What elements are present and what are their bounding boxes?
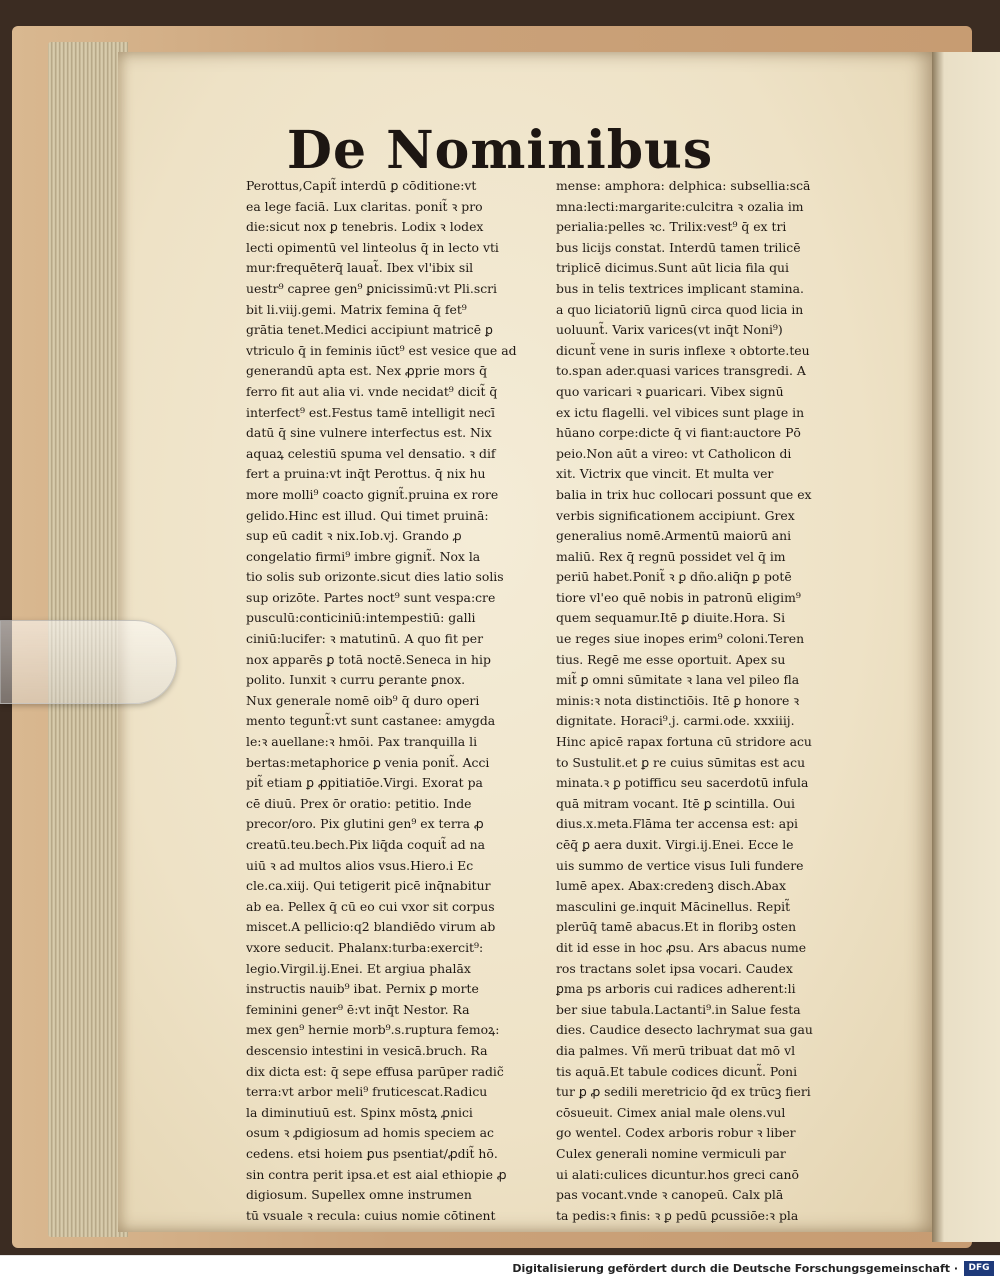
text-line: aquaꝝ celestiū spuma vel densatio. ꝛ dif: [246, 445, 496, 461]
text-line: cedens. etsi hoiem ꝑus psentiat/ꝓdit̃ hō.: [246, 1145, 498, 1161]
text-line: uiū ꝛ ad multos alios vsus.Hiero.i Ec: [246, 857, 474, 873]
text-line: cōsueuit. Cimex anial male olens.vul: [556, 1104, 786, 1120]
text-line: tius. Regē me esse oportuit. Apex su: [556, 651, 786, 667]
text-line: ferro fit aut alia vi. vnde necidat⁹ dicit̃ q̄: [246, 383, 498, 399]
text-line: lecti opimentū vel linteolus q̄ in lecto vti: [246, 239, 499, 255]
text-line: Hinc apicē rapax fortuna cū stridore acu: [556, 734, 812, 750]
text-line: terra:vt arbor meli⁹ fruticescat.Radicu: [246, 1084, 488, 1100]
text-line: pas vocant.vnde ꝛ canopeū. Calx plā: [556, 1187, 784, 1203]
text-line: more molli⁹ coacto gignit̃.pruina ex rore: [246, 486, 499, 502]
text-line: mento tegunt̃:vt sunt castanee: amygda: [246, 713, 496, 729]
text-line: Perottus,Capit̃ interdū ꝑ cōditione:vt: [246, 178, 477, 193]
right-text-column: [556, 176, 864, 1226]
text-line: osum ꝛ ꝓdigiosum ad homis speciem ac: [246, 1125, 495, 1141]
text-line: mit̃ ꝑ omni sūmitate ꝛ lana vel pileo fla: [556, 672, 800, 688]
text-line: dies. Caudice desecto lachrymat sua gau: [556, 1022, 813, 1038]
text-line: grātia tenet.Medici accipiunt matricē ꝑ: [246, 322, 493, 338]
text-line: dix dicta est: q̄ sepe effusa parūper radic̃: [246, 1063, 504, 1079]
text-line: maliū. Rex q̄ regnū possidet vel q̄ im: [556, 548, 786, 564]
text-line: sin contra perit ipsa.et est aial ethiopie ꝓ: [246, 1166, 507, 1182]
text-line: plerūq̄ tamē abacus.Et in floribꝫ osten: [556, 919, 797, 935]
text-line: verbis significationem accipiunt. Grex: [556, 507, 795, 523]
text-line: ta pedis:ꝛ finis: ꝛ ꝑ pedū ꝑcussiōe:ꝛ pla: [556, 1207, 799, 1223]
text-line: xit. Victrix que vincit. Et multa ver: [556, 466, 774, 482]
text-line: periū habet.Ponit̃ ꝛ ꝑ dño.aliq̄n ꝑ potē: [556, 569, 792, 585]
text-line: precor/oro. Pix glutini gen⁹ ex terra ꝓ: [246, 816, 484, 832]
text-line: descensio intestini in vesicā.bruch. Ra: [246, 1042, 488, 1058]
text-line: creatū.teu.bech.Pix liq̄da coquit̃ ad na: [246, 837, 485, 852]
text-line: mense: amphora: delphica: subsellia:scā: [556, 178, 811, 193]
page-holder-clip: [0, 620, 177, 704]
text-line: mex gen⁹ hernie morb⁹.s.ruptura femoꝝ:: [246, 1022, 500, 1038]
text-line: legio.Virgil.ij.Enei. Et argiua phalāx: [246, 960, 471, 976]
dfg-logo-icon: DFG: [964, 1261, 994, 1276]
text-line: sup eū cadit ꝛ nix.Iob.vj. Grando ꝓ: [246, 528, 462, 544]
text-line: mna:lecti:margarite:culcitra ꝛ ozalia im: [556, 198, 804, 214]
text-line: ui alati:culices dicuntur.hos greci canō: [556, 1166, 799, 1182]
text-line: tiore vl'eo quē nobis in patronū eligim⁹: [556, 589, 801, 605]
text-line: ciniū:lucifer: ꝛ matutinū. A quo fit per: [246, 631, 484, 647]
text-line: bertas:metaphorice ꝑ venia ponit̃. Acci: [246, 754, 490, 770]
text-line: interfect⁹ est.Festus tamē intelligit necī: [246, 404, 495, 420]
text-line: Nux generale nomē oib⁹ q̄ duro operi: [246, 692, 480, 708]
text-line: la diminutiuū est. Spinx mōstꝝ ꝓnici: [246, 1104, 473, 1120]
text-line: mur:frequēterq̄ lauat̃. Ibex vl'ibix sil: [246, 260, 474, 276]
text-line: pit̃ etiam ꝑ ꝓpitiatiōe.Virgi. Exorat pa: [246, 775, 483, 791]
text-line: fert a pruina:vt inq̄t Perottus. q̄ nix hu: [246, 466, 486, 482]
text-line: dia palmes. Vñ merū tribuat dat mō vl: [556, 1042, 796, 1058]
text-line: hūano corpe:dicte q̄ vi fiant:auctore Pō: [556, 425, 801, 441]
text-line: uis summo de vertice visus Iuli fundere: [556, 857, 804, 873]
text-line: perialia:pelles ꝛc. Trilix:vest⁹ q̄ ex tri: [556, 219, 787, 235]
text-line: gelido.Hinc est illud. Qui timet pruinā:: [246, 507, 489, 523]
text-line: ber siue tabula.Lactanti⁹.in Salue festa: [556, 1001, 801, 1017]
text-line: congelatio firmi⁹ imbre gignit̃. Nox la: [246, 548, 481, 564]
text-line: le:ꝛ auellane:ꝛ hmōi. Pax tranquilla li: [246, 734, 478, 750]
text-line: uestr⁹ capree gen⁹ ꝑnicissimū:vt Pli.scri: [246, 280, 498, 296]
text-line: sup orizōte. Partes noct⁹ sunt vespa:cre: [246, 589, 496, 605]
text-line: instructis nauib⁹ ibat. Pernix ꝑ morte: [246, 981, 479, 997]
text-line: cē diuū. Prex ōr oratio: petitio. Inde: [246, 795, 472, 811]
text-line: digiosum. Supellex omne instrumen: [246, 1187, 472, 1203]
text-line: cēq̄ ꝑ aera duxit. Virgi.ij.Enei. Ecce le: [556, 837, 794, 852]
text-line: generandū apta est. Nex ꝓprie mors q̄: [246, 363, 488, 379]
text-line: tis aquā.Et tabule codices dicunt̃. Poni: [556, 1063, 798, 1079]
text-line: go wentel. Codex arboris robur ꝛ liber: [556, 1125, 796, 1141]
text-line: miscet.A pellicio:q2 blandiēdo virum ab: [246, 919, 496, 935]
text-line: quā mitram vocant. Itē ꝑ scintilla. Oui: [556, 795, 795, 811]
footer-credit: Digitalisierung gefördert durch die Deutsche Forschungsgemeinschaft ·: [512, 1262, 958, 1275]
left-text-column: [246, 176, 554, 1226]
text-line: ea lege faciā. Lux claritas. ponit̃ ꝛ pro: [246, 198, 483, 214]
text-line: dicunt̃ vene in suris inflexe ꝛ obtorte.teu: [556, 342, 810, 358]
facing-page-edge: [932, 52, 1000, 1242]
text-line: minata.ꝛ ꝑ potifficu seu sacerdotū infula: [556, 775, 809, 791]
text-line: peio.Non aūt a vireo: vt Catholicon di: [556, 445, 792, 461]
text-line: datū q̄ sine vulnere interfectus est. Nix: [246, 425, 492, 441]
text-line: quem sequamur.Itē ꝑ diuite.Hora. Si: [556, 610, 786, 626]
text-line: ab ea. Pellex q̄ cū eo cui vxor sit corpus: [246, 898, 495, 914]
text-line: ros tractans solet ipsa vocari. Caudex: [556, 960, 793, 976]
text-line: tū vsuale ꝛ recula: cuius nomie cōtinent: [246, 1207, 496, 1223]
text-line: feminini gener⁹ ē:vt inq̄t Nestor. Ra: [246, 1001, 470, 1017]
text-line: dius.x.meta.Flāma ter accensa est: api: [556, 816, 799, 832]
page-heading: De Nominibus: [286, 120, 714, 181]
text-line: dit id esse in hoc ꝓsu. Ars abacus nume: [556, 939, 807, 955]
footer-bar: [0, 1255, 1000, 1282]
text-line: vtriculo q̄ in feminis iūct⁹ est vesice que ad: [246, 342, 517, 358]
text-line: ue reges siue inopes erim⁹ coloni.Teren: [556, 631, 805, 647]
text-line: nox apparēs ꝑ totā noctē.Seneca in hip: [246, 651, 491, 667]
text-line: ex ictu flagelli. vel vibices sunt plage in: [556, 404, 805, 420]
text-line: lumē apex. Abax:credenꝫ disch.Abax: [556, 878, 786, 894]
text-line: dignitate. Horaci⁹.j. carmi.ode. xxxiiij.: [556, 713, 795, 729]
text-line: polito. Iunxit ꝛ curru ꝑerante ꝑnox.: [246, 672, 466, 688]
text-line: generalius nomē.Armentū maiorū ani: [556, 528, 792, 544]
text-line: tio solis sub orizonte.sicut dies latio solis: [246, 569, 504, 585]
text-line: a quo liciatoriū lignū circa quod licia in: [556, 301, 804, 317]
text-line: pusculū:conticiniū:intempestiū: galli: [246, 610, 476, 626]
text-line: Culex generali nomine vermiculi par: [556, 1145, 786, 1161]
text-line: triplicē dicimus.Sunt aūt licia fila qui: [556, 260, 789, 276]
text-line: bus licijs constat. Interdū tamen trilicē: [556, 239, 801, 255]
text-line: die:sicut nox ꝑ tenebris. Lodix ꝛ lodex: [246, 219, 484, 235]
text-line: bus in telis textrices implicant stamina.: [556, 280, 804, 296]
text-line: balia in trix huc collocari possunt que ex: [556, 486, 812, 502]
text-line: to Sustulit.et ꝑ re cuius sūmitas est acu: [556, 754, 806, 770]
text-line: uoluunt̃. Varix varices(vt inq̄t Noni⁹): [556, 322, 783, 338]
text-line: cle.ca.xiij. Qui tetigerit picē inq̄nabitur: [246, 878, 491, 894]
text-line: vxore seducit. Phalanx:turba:exercit⁹:: [246, 939, 484, 955]
text-line: ꝑma ps arboris cui radices adherent:li: [556, 981, 796, 997]
text-line: quo varicari ꝛ ꝑuaricari. Vibex signū: [556, 383, 784, 399]
text-line: bit li.viij.gemi. Matrix femina q̄ fet⁹: [246, 301, 467, 317]
text-line: minis:ꝛ nota distinctiōis. Itē ꝑ honore ꝛ: [556, 692, 800, 708]
text-line: to.span ader.quasi varices transgredi. A: [556, 363, 806, 379]
text-line: tur ꝑ ꝓ sedili meretricio q̄d ex trūcꝫ fieri: [556, 1084, 811, 1100]
text-line: masculini ge.inquit Mācinellus. Repit̃: [556, 898, 791, 914]
